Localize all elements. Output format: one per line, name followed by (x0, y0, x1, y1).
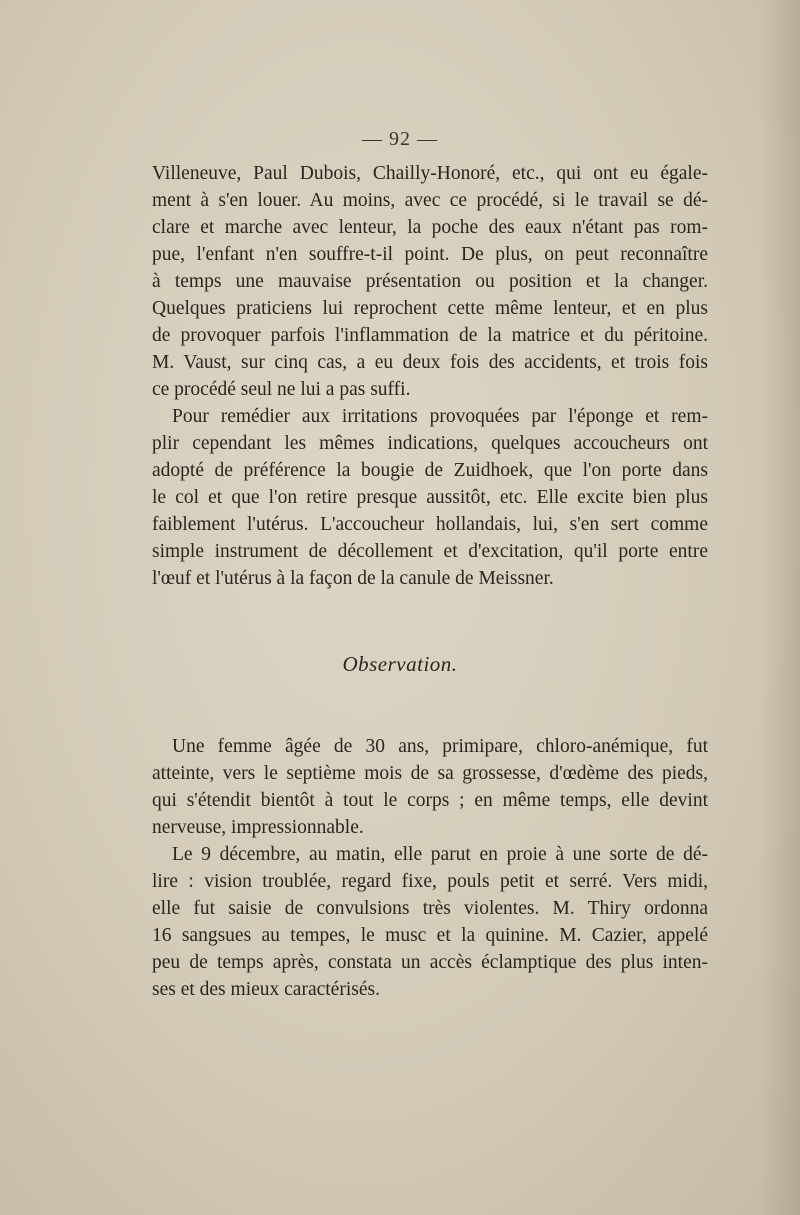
text-line: Villeneuve, Paul Dubois, Chailly-Honoré, etc., qui ont eu égale- (152, 163, 708, 184)
text-line: elle fut saisie de convulsions très violentes. M. Thiry ordonna (152, 898, 708, 919)
paragraph-1 (152, 160, 708, 403)
text-line: clare et marche avec lenteur, la poche des eaux n'étant pas rom- (152, 217, 708, 238)
text-block-lower (152, 733, 708, 1003)
text-line: à temps une mauvaise présentation ou position et la changer. (152, 271, 708, 292)
text-line: M. Vaust, sur cinq cas, a eu deux fois des accidents, et trois fois (152, 352, 708, 373)
text-line: Pour remédier aux irritations provoquées par l'éponge et rem- (172, 406, 708, 427)
text-line: plir cependant les mêmes indications, quelques accoucheurs ont (152, 433, 708, 454)
text-line: peu de temps après, constata un accès éclamptique des plus inten- (152, 952, 708, 973)
text-line: simple instrument de décollement et d'excitation, qu'il porte entre (152, 541, 708, 562)
text-line: Le 9 décembre, au matin, elle parut en proie à une sorte de dé- (172, 844, 708, 865)
text-line: Une femme âgée de 30 ans, primipare, chloro-anémique, fut (172, 736, 708, 757)
text-line: Quelques praticiens lui reprochent cette même lenteur, et en plus (152, 298, 708, 319)
text-line: atteinte, vers le septième mois de sa grossesse, d'œdème des pieds, (152, 763, 708, 784)
section-heading: Observation. (342, 652, 458, 676)
text-line: lire : vision troublée, regard fixe, pouls petit et serré. Vers midi, (152, 871, 708, 892)
text-line: ses et des mieux caractérisés. (152, 979, 380, 1000)
text-line: adopté de préférence la bougie de Zuidhoek, que l'on porte dans (152, 460, 708, 481)
text-line: faiblement l'utérus. L'accoucheur hollandais, lui, s'en sert comme (152, 514, 708, 535)
text-line: l'œuf et l'utérus à la façon de la canule de Meissner. (152, 568, 554, 589)
page-edge-shadow (760, 0, 800, 1215)
text-line: 16 sangsues au tempes, le musc et la quinine. M. Cazier, appelé (152, 925, 708, 946)
text-line: ce procédé seul ne lui a pas suffi. (152, 379, 411, 400)
text-line: de provoquer parfois l'inflammation de la matrice et du péritoine. (152, 325, 708, 346)
text-line: ment à s'en louer. Au moins, avec ce procédé, si le travail se dé- (152, 190, 708, 211)
text-line: qui s'étendit bientôt à tout le corps ; en même temps, elle devint (152, 790, 708, 811)
page-number: — 92 — (362, 128, 438, 150)
text-block-upper (152, 160, 708, 592)
paragraph-4 (152, 841, 708, 1003)
text-line: le col et que l'on retire presque aussitôt, etc. Elle excite bien plus (152, 487, 708, 508)
paragraph-3 (152, 733, 708, 841)
text-line: nerveuse, impressionnable. (152, 817, 364, 838)
paragraph-2 (152, 403, 708, 592)
text-line: pue, l'enfant n'en souffre-t-il point. De plus, on peut reconnaître (152, 244, 708, 265)
